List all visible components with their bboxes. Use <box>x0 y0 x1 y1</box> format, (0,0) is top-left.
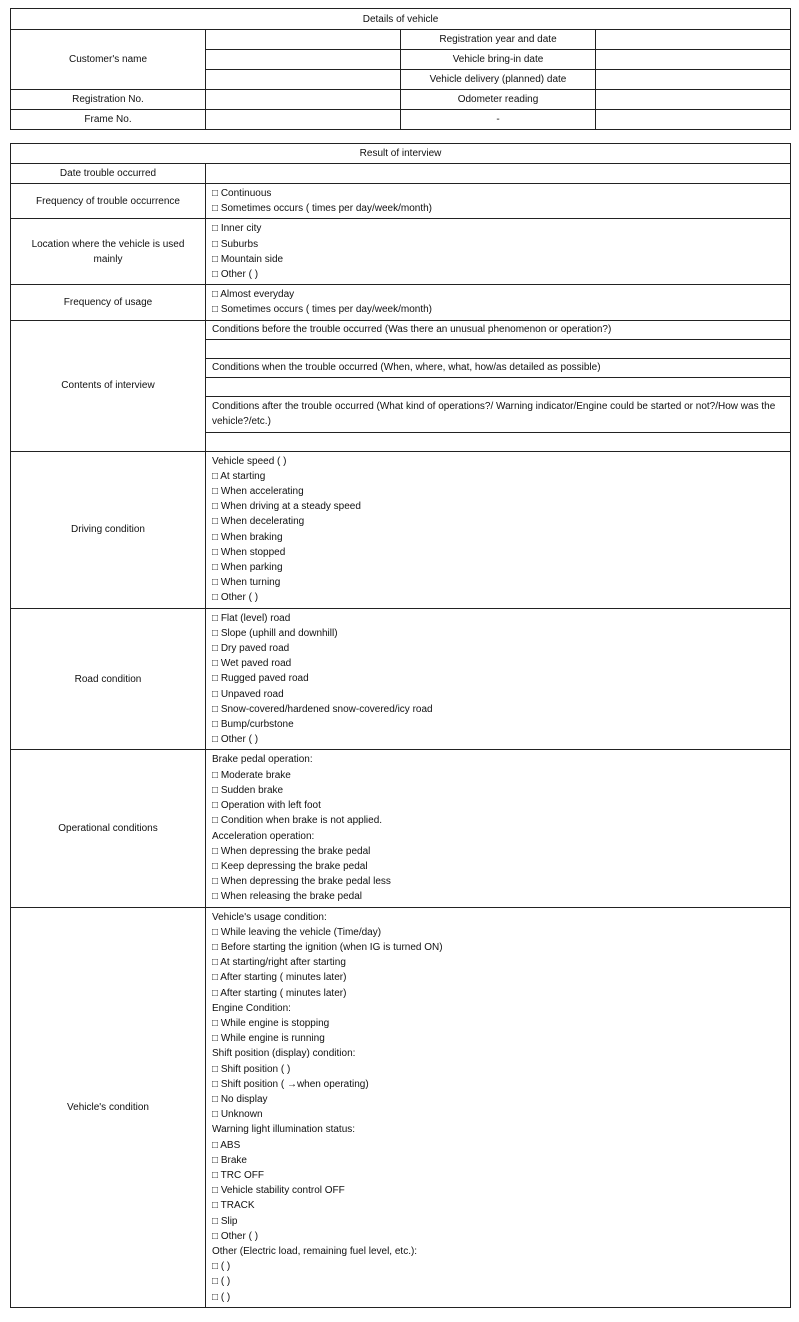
vehicle-details-table <box>10 8 791 130</box>
frequency-trouble-options[interactable] <box>206 184 791 219</box>
option-line[interactable]: □ When decelerating <box>212 516 305 528</box>
option-line[interactable]: □ Flat (level) road <box>212 612 291 624</box>
option-line[interactable]: □ Almost everyday <box>212 289 295 301</box>
option-line[interactable]: □ At starting <box>212 470 266 482</box>
frequency-usage-label: Frequency of usage <box>11 285 206 320</box>
odometer-field[interactable] <box>596 90 791 110</box>
conditions-after-field[interactable] <box>206 432 791 451</box>
vehicle-details-title: Details of vehicle <box>11 9 791 30</box>
option-line[interactable]: □ Slip <box>212 1215 238 1227</box>
registration-no-field[interactable] <box>206 90 401 110</box>
option-line[interactable]: □ Inner city <box>212 223 262 235</box>
bring-in-date-label: Vehicle bring-in date <box>401 50 596 70</box>
conditions-after-line: Conditions after the trouble occurred (What kind of operations?/ Warning indicator/Engine could be started or not?/How was the vehicle?/etc.) <box>212 400 776 428</box>
option-line[interactable]: □ When depressing the brake pedal less <box>212 876 391 888</box>
odometer-label: Odometer reading <box>401 90 596 110</box>
delivery-date-field[interactable] <box>596 70 791 90</box>
customer-name-label: Customer's name <box>11 30 206 90</box>
option-line[interactable]: □ Continuous <box>212 188 272 199</box>
option-line[interactable]: Acceleration operation: <box>212 830 315 842</box>
frame-extra-field[interactable] <box>596 110 791 130</box>
option-line[interactable]: □ Moderate brake <box>212 769 291 781</box>
option-line[interactable]: Vehicle's usage condition: <box>212 911 327 923</box>
customer-name-field[interactable] <box>206 30 401 50</box>
interview-title: Result of interview <box>11 144 791 164</box>
registration-year-label: Registration year and date <box>401 30 596 50</box>
option-line[interactable]: □ Suburbs <box>212 238 259 250</box>
operational-label: Operational conditions <box>11 750 206 907</box>
frame-no-field[interactable] <box>206 110 401 130</box>
option-line[interactable]: □ ( ) <box>212 1261 231 1273</box>
date-trouble-field[interactable] <box>206 164 791 184</box>
customer-name-field-2[interactable] <box>206 50 401 70</box>
option-line[interactable]: □ When stopped <box>212 546 286 558</box>
option-line[interactable]: □ ABS <box>212 1139 241 1151</box>
frequency-trouble-label: Frequency of trouble occurrence <box>11 184 206 219</box>
option-line[interactable]: □ TRC OFF <box>212 1169 264 1181</box>
option-line[interactable]: □ Shift position ( ) <box>212 1063 291 1075</box>
bring-in-date-field[interactable] <box>596 50 791 70</box>
option-line[interactable]: □ After starting ( minutes later) <box>212 972 347 984</box>
option-line[interactable]: □ Other ( ) <box>212 269 259 281</box>
date-trouble-label: Date trouble occurred <box>11 164 206 184</box>
option-line[interactable]: □ Keep depressing the brake pedal <box>212 860 368 872</box>
option-line[interactable]: Warning light illumination status: <box>212 1124 356 1136</box>
option-line[interactable]: □ Other ( ) <box>212 734 259 746</box>
option-line[interactable]: □ Brake <box>212 1154 247 1166</box>
conditions-before-text: Conditions before the trouble occurred (Was there an unusual phenomenon or operation?) <box>206 320 791 339</box>
option-line[interactable]: □ While engine is running <box>212 1033 325 1045</box>
option-line[interactable]: Vehicle speed ( ) <box>212 455 287 467</box>
option-line[interactable]: □ Unpaved road <box>212 688 284 700</box>
option-line[interactable]: □ After starting ( minutes later) <box>212 987 347 999</box>
option-line[interactable]: □ ( ) <box>212 1276 231 1288</box>
option-line[interactable]: □ When accelerating <box>212 486 304 498</box>
location-label: Location where the vehicle is used mainly <box>11 219 206 285</box>
option-line[interactable]: □ When depressing the brake pedal <box>212 845 371 857</box>
option-line[interactable]: □ Bump/curbstone <box>212 719 294 731</box>
customer-name-field-3[interactable] <box>206 70 401 90</box>
road-label: Road condition <box>11 608 206 750</box>
registration-no-label: Registration No. <box>11 90 206 110</box>
option-line[interactable]: Other (Electric load, remaining fuel level, etc.): <box>212 1245 418 1257</box>
option-line[interactable]: □ Rugged paved road <box>212 673 309 685</box>
option-line[interactable]: □ Before starting the ignition (when IG is turned ON) <box>212 941 443 953</box>
driving-options[interactable] <box>206 451 791 608</box>
conditions-when-text: Conditions when the trouble occurred (When, where, what, how/as detailed as possible) <box>206 358 791 377</box>
option-line[interactable]: Shift position (display) condition: <box>212 1048 356 1060</box>
option-line[interactable]: Brake pedal operation: <box>212 754 313 766</box>
option-line[interactable]: □ TRACK <box>212 1200 255 1212</box>
frame-no-label: Frame No. <box>11 110 206 130</box>
delivery-date-label: Vehicle delivery (planned) date <box>401 70 596 90</box>
option-line[interactable]: □ When turning <box>212 577 281 589</box>
conditions-before-field[interactable] <box>206 339 791 358</box>
option-line[interactable]: □ Shift position ( →when operating) <box>212 1078 369 1090</box>
option-line[interactable]: □ Other ( ) <box>212 592 259 604</box>
conditions-after-text <box>206 396 791 432</box>
option-line[interactable]: □ ( ) <box>212 1291 231 1303</box>
option-line[interactable]: □ Snow-covered/hardened snow-covered/icy road <box>212 703 433 715</box>
option-line[interactable]: □ Slope (uphill and downhill) <box>212 627 338 639</box>
option-line[interactable]: Engine Condition: <box>212 1002 291 1014</box>
option-line[interactable]: □ Sometimes occurs ( times per day/week/month) <box>212 304 432 316</box>
option-line[interactable]: □ Mountain side <box>212 253 284 265</box>
vehicle-condition-label: Vehicle's condition <box>11 907 206 1307</box>
option-line[interactable]: □ When braking <box>212 531 283 543</box>
option-line[interactable]: □ Other ( ) <box>212 1230 259 1242</box>
frame-dash: - <box>401 110 596 130</box>
option-line[interactable]: □ When parking <box>212 562 283 574</box>
option-line[interactable]: □ Dry paved road <box>212 643 290 655</box>
option-line[interactable]: □ When driving at a steady speed <box>212 501 361 513</box>
vehicle-condition-options[interactable] <box>206 907 791 1307</box>
option-line[interactable]: □ Unknown <box>212 1109 263 1121</box>
option-line[interactable]: □ No display <box>212 1093 268 1105</box>
road-options[interactable] <box>206 608 791 750</box>
contents-label: Contents of interview <box>11 320 206 451</box>
option-line[interactable]: □ Sudden brake <box>212 784 284 796</box>
option-line[interactable]: □ Condition when brake is not applied. <box>212 815 383 827</box>
option-line[interactable]: □ While engine is stopping <box>212 1017 330 1029</box>
option-line[interactable]: □ While leaving the vehicle (Time/day) <box>212 926 382 938</box>
conditions-when-field[interactable] <box>206 377 791 396</box>
option-line[interactable]: □ Sometimes occurs ( times per day/week/month) <box>212 203 432 215</box>
option-line[interactable]: □ When releasing the brake pedal <box>212 891 363 903</box>
operational-options[interactable] <box>206 750 791 907</box>
option-line[interactable]: □ Wet paved road <box>212 658 292 670</box>
driving-label: Driving condition <box>11 451 206 608</box>
option-line[interactable]: □ Vehicle stability control OFF <box>212 1185 345 1197</box>
registration-year-field[interactable] <box>596 30 791 50</box>
interview-table <box>10 143 791 1308</box>
option-line[interactable]: □ Operation with left foot <box>212 800 321 812</box>
location-options[interactable] <box>206 219 791 285</box>
option-line[interactable]: □ At starting/right after starting <box>212 957 346 969</box>
frequency-usage-options[interactable] <box>206 285 791 320</box>
